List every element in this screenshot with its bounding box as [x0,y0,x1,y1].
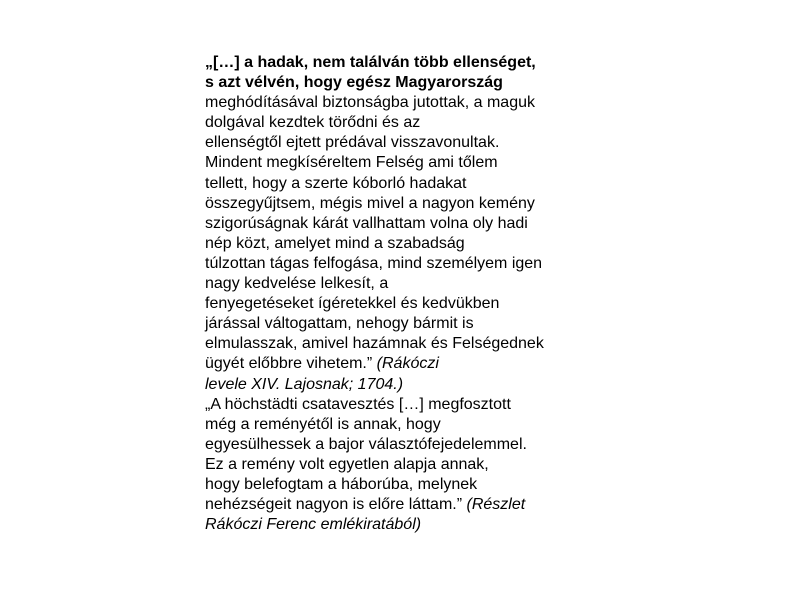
quote-line: fenyegetéseket ígéretekkel és kedvükben [205,295,500,313]
quote-line [205,495,605,515]
quote-line: „[…] a hadak, nem találván több ellenséget, [205,54,536,71]
quote-line: meghódításával biztonságba jutottak, a maguk [205,94,535,112]
source-citation: Rákóczi Ferenc emlékiratából) [205,516,422,534]
quote-line: Mindent megkíséreltem Felség ami tőlem [205,154,498,172]
quote-line-text: ügyét előbbre vihetem.” [205,355,377,373]
source-citation: (Részlet [466,496,526,514]
quote-line: szigorúságnak kárát vallhattam volna oly hadi [205,214,528,232]
quote-line: elmulasszak, amivel hazámnak és Felségednek [205,335,544,353]
source-citation: (Rákóczi [376,355,439,373]
quote-line: nép közt, amelyet mind a szabadság [205,234,465,252]
quote-line: összegyűjtsem, mégis mivel a nagyon kemény [205,194,535,212]
source-citation: levele XIV. Lajosnak; 1704.) [205,375,404,393]
quote-line: járással váltogattam, nehogy bármit is [205,315,474,333]
quote-line: ellenségtől ejtett prédával visszavonultak. [205,134,500,152]
quotation-text-block [205,53,605,535]
quote-line: s azt vélvén, hogy egész Magyarország [205,74,503,92]
quote-line-text: nehézségeit nagyon is előre láttam.” [205,496,467,514]
quote-line: „A höchstädti csatavesztés […] megfosztott [205,395,511,413]
quote-line: egyesülhessek a bajor választófejedelemmel. [205,435,527,453]
quote-line: tellett, hogy a szerte kóborló hadakat [205,174,467,192]
quote-line: dolgával kezdtek törődni és az [205,114,421,132]
quote-line: túlzottan tágas felfogása, mind személyem igen [205,254,543,272]
quote-line: még a reményétől is annak, hogy [205,415,441,433]
quote-line: nagy kedvelése lelkesít, a [205,275,389,293]
quote-line: Ez a remény volt egyetlen alapja annak, [205,455,489,473]
quote-line: hogy belefogtam a háborúba, melynek [205,475,478,493]
quote-line [205,354,605,374]
